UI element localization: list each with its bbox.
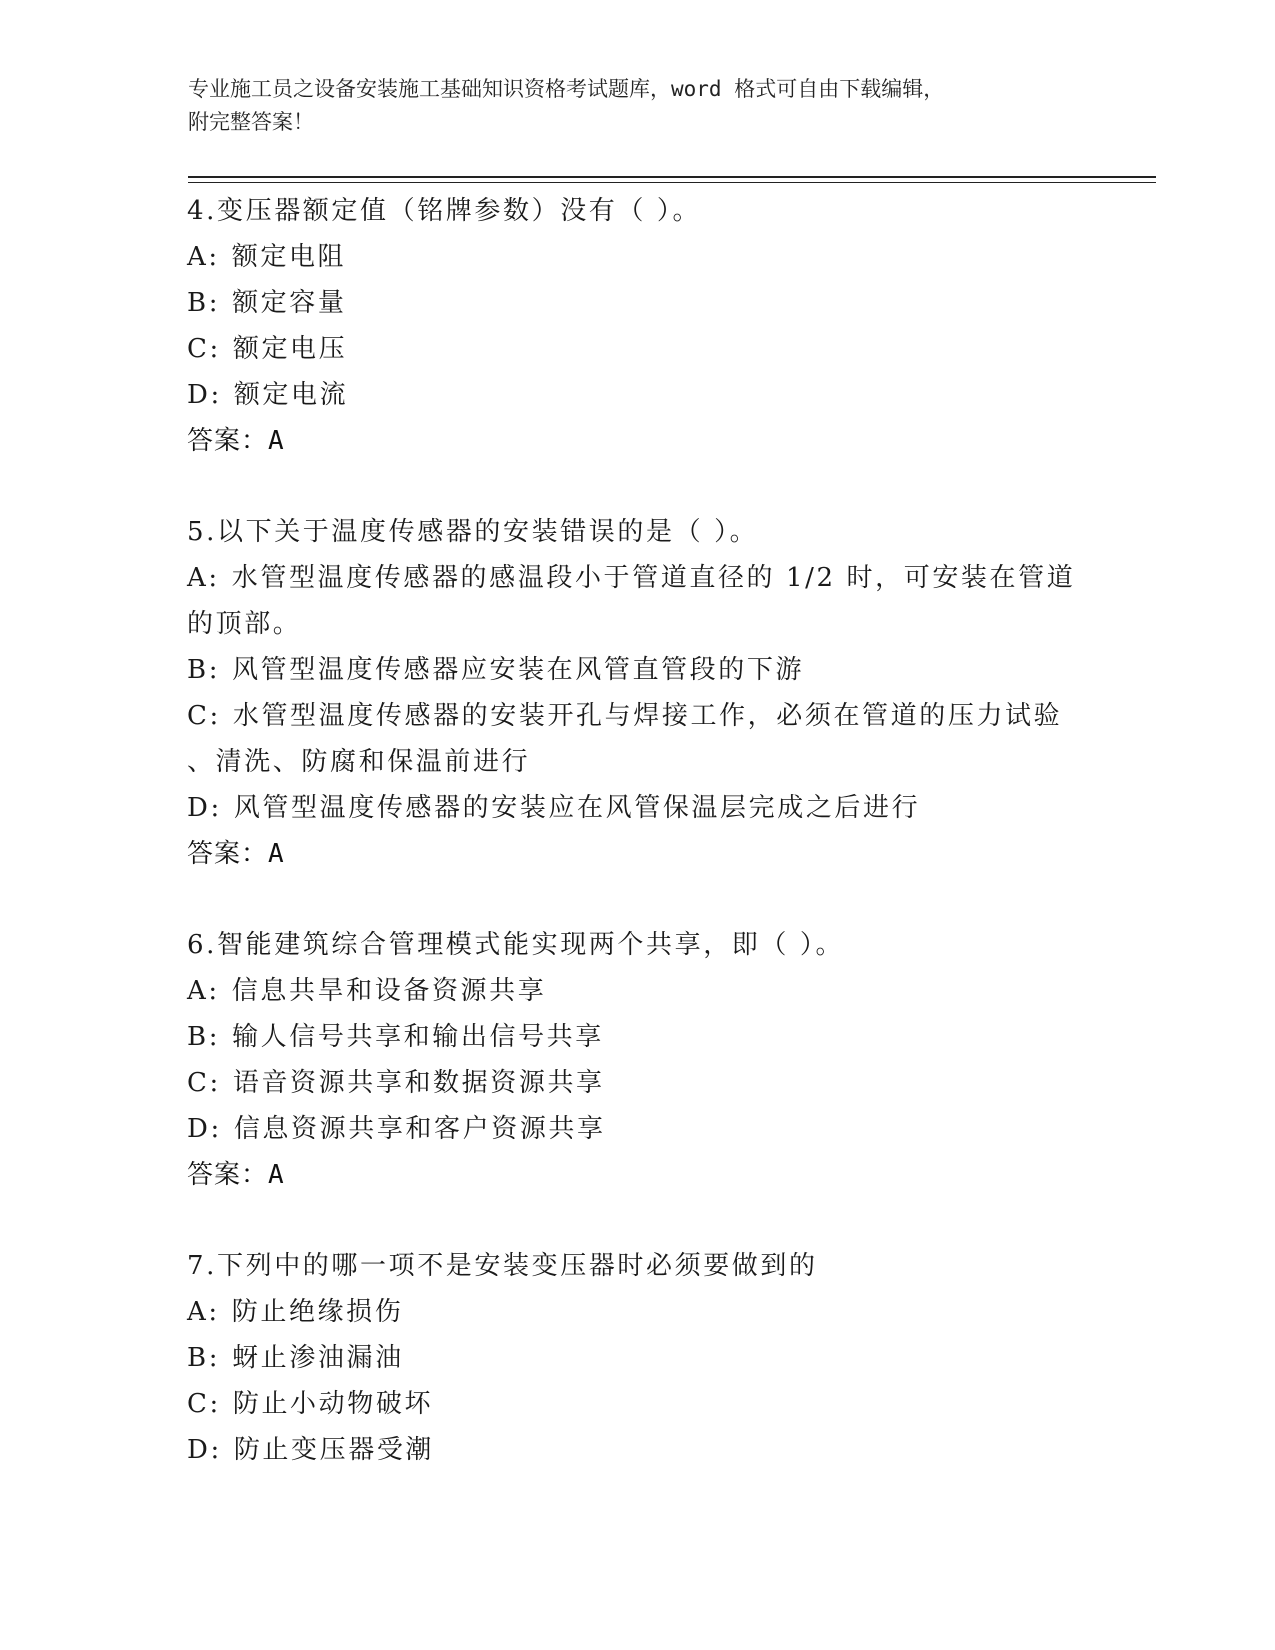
option-label: B: <box>187 1343 221 1373</box>
option-text: 信息资源共享和客户资源共享 <box>233 1114 606 1144</box>
question-stem: 5.以下关于温度传感器的安装错误的是（ ）。 <box>187 517 759 547</box>
option-text: 风管型温度传感器的安装应在风管保温层完成之后进行 <box>233 793 921 823</box>
option-b <box>187 280 1087 326</box>
option-label: C: <box>187 701 221 731</box>
option-text: 蚜止渗油漏油 <box>232 1343 404 1373</box>
question-list <box>187 188 1087 1518</box>
question-stem: 4.变压器额定值（铭牌参数）没有（ ）。 <box>187 196 702 226</box>
option-b <box>187 1335 1087 1381</box>
option-text: 风管型温度传感器应安装在风管直管段的下游 <box>232 655 805 685</box>
option-label: B: <box>187 288 221 318</box>
option-a <box>187 234 1087 280</box>
option-text: 防止变压器受潮 <box>233 1435 435 1465</box>
option-label: B: <box>187 655 221 685</box>
option-label: A: <box>187 563 220 593</box>
option-a <box>187 968 1087 1014</box>
answer-value: A <box>268 426 285 456</box>
answer-label: 答案： <box>187 426 269 456</box>
question-stem: 6.智能建筑综合管理模式能实现两个共享，即（ ）。 <box>187 930 845 960</box>
option-label: D: <box>187 1114 222 1144</box>
option-label: D: <box>187 380 222 410</box>
answer-value: A <box>268 839 285 869</box>
option-label: C: <box>187 1068 221 1098</box>
option-label: A: <box>187 976 220 1006</box>
header-line-2: 附完整答案！ <box>188 110 314 134</box>
document-header <box>188 73 1088 139</box>
option-a-continuation: 的顶部。 <box>187 609 302 639</box>
header-divider-thick <box>188 176 1156 178</box>
option-label: C: <box>187 334 221 364</box>
option-b <box>187 647 1087 693</box>
question-4 <box>187 188 1087 464</box>
option-text: 额定电流 <box>233 380 349 410</box>
question-6 <box>187 922 1087 1198</box>
option-text: 防止绝缘损伤 <box>231 1297 404 1327</box>
option-text: 语音资源共享和数据资源共享 <box>232 1068 605 1098</box>
option-label: B: <box>187 1022 221 1052</box>
option-b <box>187 1014 1087 1060</box>
option-text: 水管型温度传感器的感温段小于管道直径的 1/2 时，可安装在管道 <box>231 563 1076 593</box>
option-c-continuation: 、清洗、防腐和保温前进行 <box>187 747 531 777</box>
question-7 <box>187 1243 1087 1473</box>
option-d <box>187 372 1087 418</box>
option-text: 信息共旱和设备资源共享 <box>231 976 547 1006</box>
option-d <box>187 1427 1087 1473</box>
option-label: A: <box>187 1297 220 1327</box>
header-line-1: 专业施工员之设备安装施工基础知识资格考试题库，word 格式可自由下载编辑， <box>188 77 945 101</box>
option-label: A: <box>187 242 220 272</box>
option-text: 防止小动物破坏 <box>232 1389 434 1419</box>
option-a <box>187 1289 1087 1335</box>
option-text: 输人信号共享和输出信号共享 <box>232 1022 604 1052</box>
option-c <box>187 1060 1087 1106</box>
option-c <box>187 693 1087 739</box>
option-text: 水管型温度传感器的安装开孔与焊接工作，必须在管道的压力试验 <box>232 701 1063 731</box>
option-c <box>187 326 1087 372</box>
option-a <box>187 555 1087 601</box>
answer-label: 答案： <box>187 1160 269 1190</box>
answer-line <box>187 418 1087 464</box>
option-text: 额定电阻 <box>231 242 347 272</box>
answer-line <box>187 831 1087 877</box>
option-text: 额定电压 <box>232 334 348 364</box>
answer-label: 答案： <box>187 839 269 869</box>
option-label: D: <box>187 793 222 823</box>
question-5 <box>187 509 1087 877</box>
option-text: 额定容量 <box>232 288 347 318</box>
answer-line <box>187 1152 1087 1198</box>
question-stem: 7.下列中的哪一项不是安装变压器时必须要做到的 <box>187 1251 818 1281</box>
answer-value: A <box>268 1160 285 1190</box>
option-c <box>187 1381 1087 1427</box>
option-label: D: <box>187 1435 222 1465</box>
header-divider-thin <box>188 182 1156 183</box>
option-label: C: <box>187 1389 221 1419</box>
option-d <box>187 785 1087 831</box>
option-d <box>187 1106 1087 1152</box>
